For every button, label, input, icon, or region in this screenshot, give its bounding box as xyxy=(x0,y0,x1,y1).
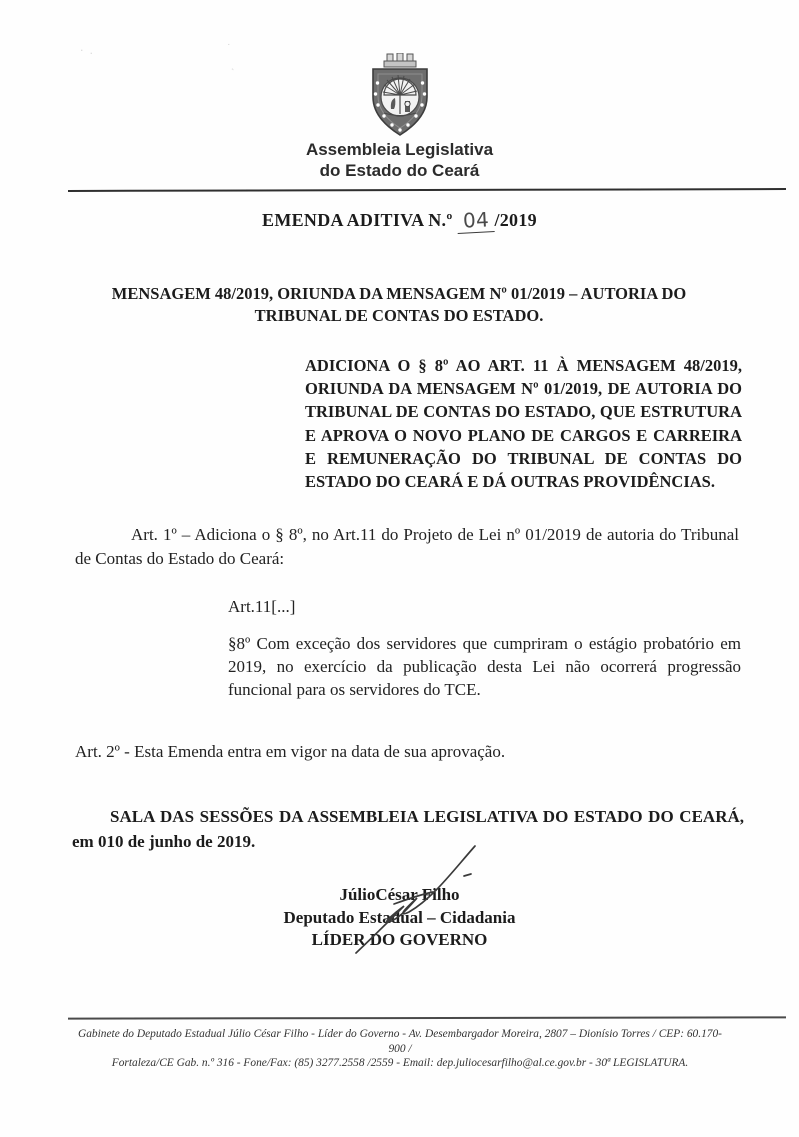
org-name-line2: do Estado do Ceará xyxy=(319,161,480,180)
article-2-paragraph: Art. 2º - Esta Emenda entra em vigor na data de sua aprovação. xyxy=(75,742,506,761)
signature-scribble xyxy=(338,838,508,963)
org-name xyxy=(0,139,799,181)
org-name-line1: Assembleia Legislativa xyxy=(305,140,494,159)
title-prefix: EMENDA ADITIVA N.º xyxy=(262,210,453,230)
footer-line2: Fortaleza/CE Gab. n.º 316 - Fone/Fax: (85) 3277.2558 /2559 - Email: dep.juliocesarfilho@al.ce.gov.br - 30ª LEGISLATURA. xyxy=(111,1057,689,1069)
title-suffix: /2019 xyxy=(494,210,537,230)
footer xyxy=(70,1027,730,1071)
scan-smudge: ˛ xyxy=(230,58,236,71)
signer-leadership: LÍDER DO GOVERNO xyxy=(311,930,488,949)
footer-divider xyxy=(68,1016,786,1019)
scan-smudge: ˙ xyxy=(226,42,232,55)
closing-paragraph: SALA DAS SESSÕES DA ASSEMBLEIA LEGISLATIVA DO ESTADO DO CEARÁ, em 010 de junho de 2019. xyxy=(72,807,744,851)
signer-name: JúlioCésar Filho xyxy=(339,885,460,904)
document-title xyxy=(0,207,799,232)
signer-role: Deputado Estadual – Cidadania xyxy=(283,907,516,927)
footer-line1: Gabinete do Deputado Estadual Júlio César Filho - Líder do Governo - Av. Desembargador Moreira, 2807 – Dionísio Torres / CEP: 60.170-900 / xyxy=(78,1028,722,1055)
ementa-paragraph: ADICIONA O § 8º AO ART. 11 À MENSAGEM 48/2019, ORIUNDA DA MENSAGEM Nº 01/2019, DE AUTORIA DO TRIBUNAL DE CONTAS DO ESTADO, QUE ESTRUTURA E APROVA O NOVO PLANO DE CARGOS E CARREIRA E REMUNERAÇÃO DO TRIBUNAL DE CONTAS DO ESTADO DO CEARÁ E DÁ OUTRAS PROVIDÊNCIAS. xyxy=(305,356,742,492)
header-divider xyxy=(68,188,786,192)
title-number-handwritten: 04 xyxy=(457,207,495,234)
scan-smudge: ·. xyxy=(80,44,99,57)
quoted-paragraph-8: §8º Com exceção dos servidores que cumpriram o estágio probatório em 2019, no exercício da publicação desta Lei não ocorrerá progressão funcional para os servidores do TCE. xyxy=(228,634,741,699)
quoted-art11: Art.11[...] xyxy=(228,597,296,616)
subject-heading: MENSAGEM 48/2019, ORIUNDA DA MENSAGEM Nº 01/2019 – AUTORIA DO TRIBUNAL DE CONTAS DO ESTADO. xyxy=(111,284,687,325)
coat-of-arms-icon xyxy=(354,53,446,141)
article-1-paragraph: Art. 1º – Adiciona o § 8º, no Art.11 do Projeto de Lei nº 01/2019 de autoria do Tribunal de Contas do Estado do Ceará: xyxy=(75,525,739,568)
